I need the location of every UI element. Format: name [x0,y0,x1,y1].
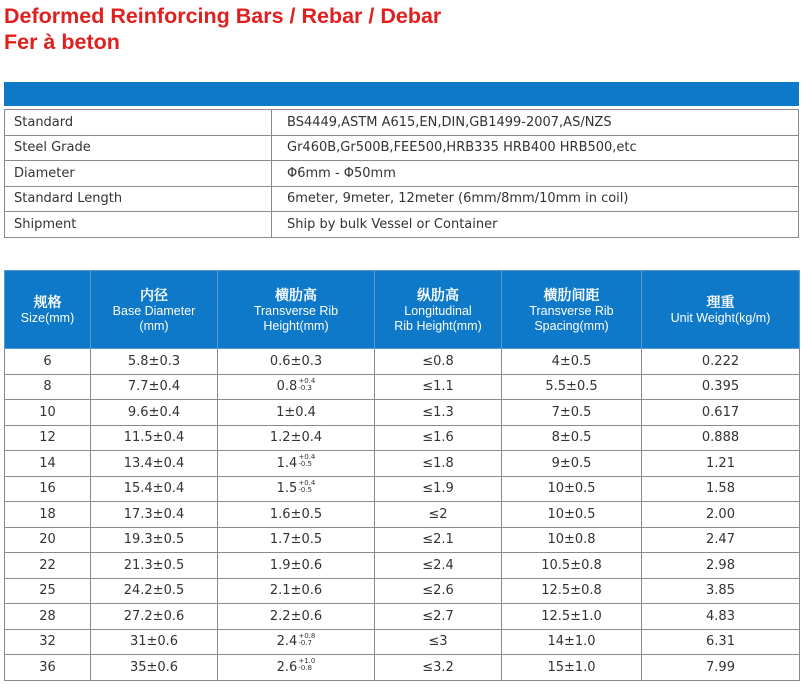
cell-value: 4.83 [706,608,735,624]
cell-long [375,374,502,400]
cell-spacing [502,451,642,477]
column-header-en: Base Diameter [112,303,196,318]
cell-long [375,349,502,375]
spec-key: Steel Grade [5,135,272,161]
cell-spacing [502,578,642,604]
cell-weight [642,604,800,630]
cell-value: 9±0.5 [551,455,592,471]
cell-value: 12.5±1.0 [541,608,602,624]
cell-value: 8±0.5 [551,430,592,446]
column-header-en: Unit Weight(kg/m) [670,311,771,325]
cell-value: 2.00 [706,506,735,522]
cell-value: 12.5±0.8 [541,583,602,599]
cell-long [375,553,502,579]
section-header-bar [4,82,799,106]
cell-size [5,425,91,451]
column-header [91,271,218,349]
cell-spacing [502,349,642,375]
column-header [375,271,502,349]
cell-value: 32 [39,634,56,650]
cell-value: 20 [39,532,56,548]
table-row [5,451,800,477]
column-header-en: Longitudinal [404,303,472,318]
cell-value: 31±0.6 [129,634,179,650]
cell-value: ≤2.7 [422,608,454,624]
cell-value: 2.6 [276,659,298,675]
cell-value: 24.2±0.5 [123,583,185,599]
spec-key: Shipment [5,212,272,238]
cell-value: 1.4 [276,455,298,471]
table-row [5,349,800,375]
cell-rib [218,629,375,655]
cell-spacing [502,476,642,502]
tolerance-upper: +1.0 [298,657,316,666]
cell-size [5,502,91,528]
cell-weight [642,476,800,502]
cell-value: 3.85 [706,583,735,599]
cell-value: 10 [39,404,56,420]
cell-value: 17.3±0.4 [123,506,185,522]
cell-spacing [502,527,642,553]
cell-value: 2.1±0.6 [269,583,323,599]
column-header-cn: 横肋间距 [543,286,600,303]
cell-base [91,425,218,451]
cell-long [375,604,502,630]
cell-rib [218,655,375,681]
cell-value: ≤1.1 [422,379,454,395]
cell-value: 1.5 [276,481,298,497]
cell-long [375,502,502,528]
spec-row [5,135,799,161]
cell-weight [642,502,800,528]
tolerance [298,378,315,392]
column-header-en2: Spacing(mm) [534,318,609,333]
table-row [5,476,800,502]
title-line-1: Deformed Reinforcing Bars / Rebar / Debar [4,4,442,28]
column-header [502,271,642,349]
cell-value: ≤2.1 [422,532,454,548]
spec-row [5,212,799,238]
cell-spacing [502,629,642,655]
cell-value: ≤1.6 [422,430,454,446]
specification-table [4,109,799,238]
tolerance [298,480,315,494]
cell-value: 0.222 [701,353,740,369]
cell-base [91,349,218,375]
tolerance [298,633,315,647]
cell-value: 2.98 [706,557,735,573]
cell-long [375,578,502,604]
cell-value: 10±0.5 [547,506,596,522]
cell-value: ≤1.9 [422,481,454,497]
cell-value: ≤0.8 [422,353,454,369]
cell-size [5,527,91,553]
cell-weight [642,349,800,375]
cell-long [375,451,502,477]
cell-weight [642,578,800,604]
cell-value: 10±0.5 [547,481,596,497]
table-row [5,425,800,451]
size-table-header [5,271,800,349]
cell-spacing [502,553,642,579]
cell-base [91,400,218,426]
cell-value: 1.6±0.5 [269,506,323,522]
table-row [5,604,800,630]
cell-value: 16 [39,481,56,497]
cell-value: 36 [39,659,56,675]
cell-value: 5.5±0.5 [545,379,598,395]
cell-value: 15.4±0.4 [123,481,185,497]
tolerance [298,658,315,672]
cell-base [91,451,218,477]
cell-value: ≤1.8 [422,455,454,471]
cell-spacing [502,655,642,681]
cell-spacing [502,374,642,400]
spec-key: Standard Length [5,186,272,212]
cell-base [91,476,218,502]
cell-value: 12 [39,430,56,446]
cell-size [5,604,91,630]
column-header [5,271,91,349]
cell-base [91,374,218,400]
tolerance-lower: -0.8 [298,664,313,673]
cell-base [91,655,218,681]
cell-weight [642,629,800,655]
cell-value: 6.31 [706,634,735,650]
column-header-en2: (mm) [139,318,169,333]
cell-rib [218,553,375,579]
cell-value: 5.8±0.3 [127,353,181,369]
column-header-en: Size(mm) [20,311,75,325]
cell-value: ≤1.3 [422,404,454,420]
column-header-en: Transverse Rib [253,303,339,318]
cell-spacing [502,425,642,451]
spec-key: Diameter [5,161,272,187]
cell-base [91,527,218,553]
spec-value: 6meter, 9meter, 12meter (6mm/8mm/10mm in coil) [272,186,799,212]
cell-rib [218,400,375,426]
spec-value: Φ6mm - Φ50mm [272,161,799,187]
cell-value: 4±0.5 [551,353,592,369]
cell-long [375,527,502,553]
cell-value: 7±0.5 [551,404,592,420]
cell-value: 14 [39,455,56,471]
cell-value: 1.21 [706,455,735,471]
cell-size [5,400,91,426]
column-header-cn: 纵肋高 [417,286,459,303]
cell-value: 10.5±0.8 [541,557,602,573]
cell-value: 2.2±0.6 [269,608,323,624]
cell-value: 8 [43,379,52,395]
cell-weight [642,425,800,451]
cell-size [5,655,91,681]
cell-value: 9.6±0.4 [127,404,181,420]
cell-long [375,400,502,426]
cell-size [5,578,91,604]
cell-value: 35±0.6 [129,659,179,675]
cell-value: ≤2.6 [422,583,454,599]
cell-weight [642,374,800,400]
cell-value: 0.8 [276,379,298,395]
cell-long [375,629,502,655]
spec-row [5,186,799,212]
cell-rib [218,476,375,502]
cell-value: 25 [39,583,56,599]
cell-long [375,476,502,502]
column-header-en: Transverse Rib [529,303,614,318]
cell-value: 18 [39,506,56,522]
cell-value: 0.6±0.3 [269,353,323,369]
cell-value: 7.7±0.4 [127,379,181,395]
tolerance-lower: -0.3 [298,383,313,392]
table-row [5,502,800,528]
column-header-cn: 横肋高 [275,286,317,303]
column-header-cn: 理重 [706,294,735,310]
table-row [5,374,800,400]
cell-value: 0.617 [701,404,740,420]
cell-base [91,578,218,604]
table-row [5,629,800,655]
cell-size [5,553,91,579]
cell-value: 1.58 [706,481,735,497]
spec-value: Ship by bulk Vessel or Container [272,212,799,238]
cell-spacing [502,604,642,630]
cell-size [5,451,91,477]
spec-value: BS4449,ASTM A615,EN,DIN,GB1499-2007,AS/NZS [272,110,799,136]
cell-rib [218,604,375,630]
cell-value: 1±0.4 [276,404,316,420]
tolerance-lower: -0.5 [298,460,313,469]
cell-weight [642,400,800,426]
cell-value: 6 [43,353,52,369]
cell-value: 1.2±0.4 [269,430,323,446]
table-row [5,578,800,604]
cell-spacing [502,502,642,528]
cell-size [5,476,91,502]
cell-weight [642,655,800,681]
cell-value: 15±1.0 [547,659,596,675]
column-header-en2: Rib Height(mm) [394,318,482,333]
cell-rib [218,349,375,375]
cell-value: 0.395 [701,379,740,395]
cell-base [91,553,218,579]
tolerance [298,454,315,468]
cell-rib [218,374,375,400]
cell-value: 28 [39,608,56,624]
table-row [5,655,800,681]
cell-size [5,374,91,400]
cell-rib [218,527,375,553]
cell-value: 11.5±0.4 [123,430,185,446]
cell-weight [642,451,800,477]
column-header [642,271,800,349]
cell-spacing [502,400,642,426]
column-header-en2: Height(mm) [263,318,329,333]
tolerance-lower: -0.7 [298,638,313,647]
spec-key: Standard [5,110,272,136]
cell-value: 22 [39,557,56,573]
spec-value: Gr460B,Gr500B,FEE500,HRB335 HRB400 HRB500,etc [272,135,799,161]
spec-row [5,110,799,136]
cell-base [91,502,218,528]
cell-value: 14±1.0 [547,634,596,650]
table-row [5,400,800,426]
tolerance-lower: -0.5 [298,485,313,494]
cell-value: 1.9±0.6 [269,557,323,573]
cell-value: 7.99 [706,659,735,675]
cell-size [5,629,91,655]
cell-size [5,349,91,375]
cell-value: 1.7±0.5 [269,532,323,548]
cell-value: ≤3 [428,634,448,650]
tolerance-upper: +0.4 [298,376,316,385]
column-header [218,271,375,349]
cell-value: 0.888 [701,430,740,446]
column-header-cn: 内径 [140,286,168,303]
page-title [4,3,441,55]
cell-rib [218,451,375,477]
title-line-2: Fer à beton [4,30,120,54]
cell-long [375,425,502,451]
cell-value: ≤3.2 [422,659,454,675]
tolerance-upper: +0.4 [298,478,316,487]
spec-row [5,161,799,187]
cell-value: 27.2±0.6 [123,608,185,624]
tolerance-upper: +0.4 [298,453,316,462]
cell-value: 2.47 [706,532,735,548]
cell-value: 19.3±0.5 [123,532,185,548]
cell-weight [642,527,800,553]
table-row [5,553,800,579]
cell-value: ≤2 [428,506,448,522]
cell-value: 13.4±0.4 [123,455,185,471]
size-table [4,270,800,681]
column-header-cn: 规格 [33,294,62,310]
cell-rib [218,502,375,528]
cell-value: 10±0.8 [547,532,596,548]
cell-base [91,629,218,655]
cell-value: 2.4 [276,634,298,650]
cell-base [91,604,218,630]
cell-weight [642,553,800,579]
cell-rib [218,425,375,451]
table-row [5,527,800,553]
cell-rib [218,578,375,604]
cell-long [375,655,502,681]
cell-value: ≤2.4 [422,557,454,573]
tolerance-upper: +0.8 [298,631,316,640]
cell-value: 21.3±0.5 [123,557,185,573]
